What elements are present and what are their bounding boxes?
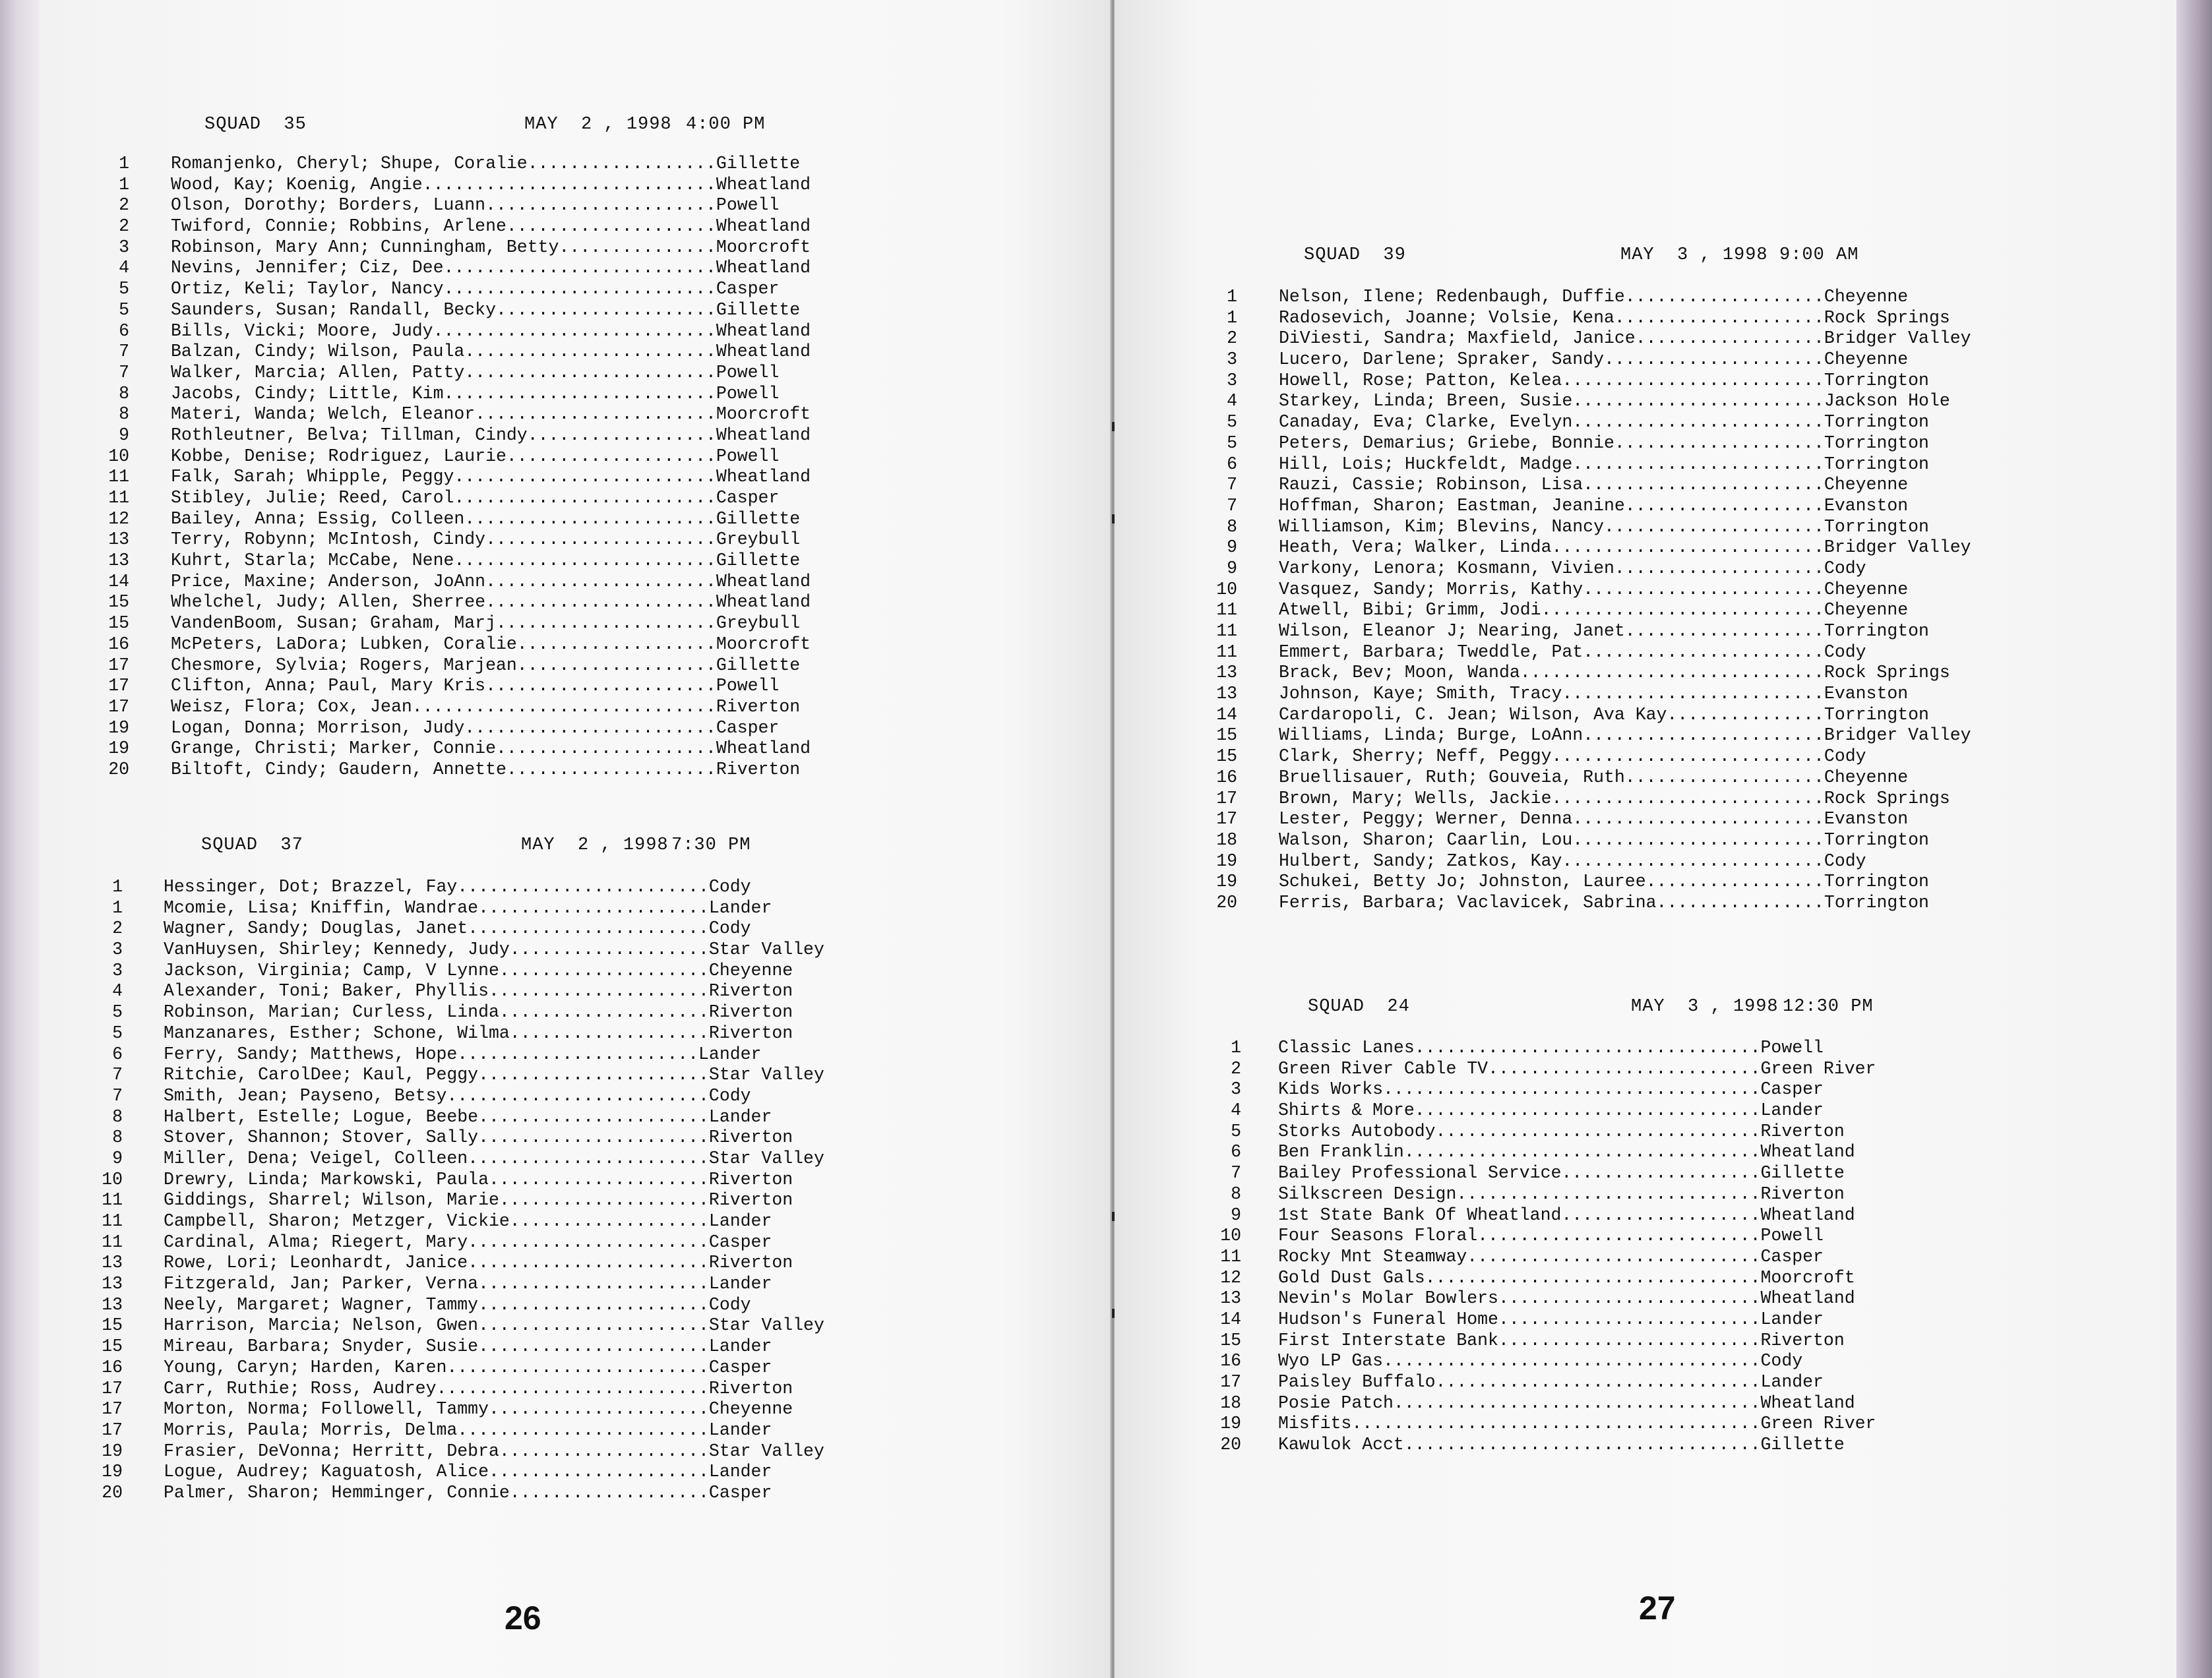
entry-number: 8 xyxy=(112,1106,123,1127)
entry-number: 20 xyxy=(1220,1435,1241,1455)
entry-number: 15 xyxy=(1216,725,1237,746)
entry-text: First Interstate Bank.........................Riverton xyxy=(1278,1330,1845,1350)
entry-text: Howell, Rose; Patton, Kelea.........................Torrington xyxy=(1279,370,1929,390)
entry-text: Robinson, Mary Ann; Cunningham, Betty...............Moorcroft xyxy=(171,237,811,257)
entry-number: 3 xyxy=(112,960,123,980)
entry-number: 17 xyxy=(108,696,129,717)
entry-number: 13 xyxy=(1220,1288,1241,1309)
entry-text: Wyo LP Gas....................................Cody xyxy=(1278,1351,1803,1371)
entry-number: 11 xyxy=(102,1190,123,1211)
entry-text: Campbell, Sharon; Metzger, Vickie...................Lander xyxy=(164,1211,772,1231)
entry-text: Shirts & More.................................Lander xyxy=(1278,1100,1824,1121)
entry-number: 5 xyxy=(1227,412,1237,433)
entry-text: Logan, Donna; Morrison, Judy........................Casper xyxy=(171,717,780,738)
entry-text: VandenBoom, Susan; Graham, Marj.....................Greybull xyxy=(171,613,801,634)
entry-number: 13 xyxy=(1216,663,1237,683)
entry-number: 10 xyxy=(102,1169,123,1189)
entry-text: Wagner, Sandy; Douglas, Janet.......................Cody xyxy=(164,918,751,939)
entry-text: Walson, Sharon; Caarlin, Lou........................Torrington xyxy=(1279,829,1929,850)
squad-time: 7:30 PM xyxy=(671,835,751,855)
entry-number: 1 xyxy=(1227,287,1237,307)
entry-text: Morris, Paula; Morris, Delma........................Lander xyxy=(164,1420,772,1440)
entry-text: Harrison, Marcia; Nelson, Gwen......................Star Valley xyxy=(164,1315,824,1336)
entry-text: Hill, Lois; Huckfeldt, Madge........................Torrington xyxy=(1279,454,1929,474)
entry-text: 1st State Bank Of Wheatland...................Wheatland xyxy=(1278,1205,1855,1225)
squad-date: MAY 2 , 1998 xyxy=(524,115,672,135)
entry-text: Rauzi, Cassie; Robinson, Lisa.......................Cheyenne xyxy=(1279,475,1909,495)
entry-number: 8 xyxy=(112,1127,123,1148)
entry-text: Weisz, Flora; Cox, Jean.............................Riverton xyxy=(171,696,801,717)
entry-number: 15 xyxy=(108,592,129,613)
entry-text: Lucero, Darlene; Spraker, Sandy.....................Cheyenne xyxy=(1279,349,1909,370)
page-number: 26 xyxy=(505,1600,541,1636)
entry-number: 9 xyxy=(112,1148,123,1168)
entry-number: 6 xyxy=(119,320,129,341)
entry-number: 16 xyxy=(1220,1351,1241,1371)
entry-text: Logue, Audrey; Kaguatosh, Alice.....................Lander xyxy=(164,1462,772,1482)
entry-text: Kobbe, Denise; Rodriguez, Laurie....................Powell xyxy=(171,446,780,466)
entry-number: 1 xyxy=(119,154,129,173)
entry-text: Robinson, Marian; Curless, Linda....................Riverton xyxy=(164,1002,793,1023)
entry-text: Palmer, Sharon; Hemminger, Connie...................Casper xyxy=(164,1482,772,1503)
entry-number: 5 xyxy=(112,1002,123,1023)
entry-number: 9 xyxy=(119,425,129,445)
entry-number: 18 xyxy=(1216,829,1237,850)
entry-number: 19 xyxy=(102,1462,123,1482)
entry-number: 19 xyxy=(108,717,129,738)
entry-text: Misfits.......................................Green River xyxy=(1278,1414,1876,1434)
entry-number: 13 xyxy=(102,1274,123,1294)
entry-text: Young, Caryn; Harden, Karen.........................Casper xyxy=(164,1357,772,1377)
entry-number: 7 xyxy=(1227,475,1237,495)
entry-number: 13 xyxy=(1216,684,1237,704)
entry-text: Manzanares, Esther; Schone, Wilma...................Riverton xyxy=(164,1023,793,1043)
entry-number: 11 xyxy=(1216,600,1237,620)
entry-number: 1 xyxy=(119,174,129,195)
entry-number: 5 xyxy=(112,1023,123,1043)
entry-number: 19 xyxy=(102,1441,123,1461)
entry-number: 18 xyxy=(1220,1393,1241,1413)
entry-text: Cardaropoli, C. Jean; Wilson, Ava Kay...............Torrington xyxy=(1279,704,1929,725)
entry-number: 1 xyxy=(1227,307,1237,328)
entry-number: 7 xyxy=(119,342,129,362)
entry-text: Williams, Linda; Burge, LoAnn.......................Bridger Valley xyxy=(1279,725,1971,746)
entry-number: 7 xyxy=(112,1085,123,1106)
entry-text: Chesmore, Sylvia; Rogers, Marjean...................Gillette xyxy=(171,655,801,675)
entry-text: Schukei, Betty Jo; Johnston, Lauree.................Torrington xyxy=(1279,872,1929,892)
entry-text: Biltoft, Cindy; Gaudern, Annette....................Riverton xyxy=(171,759,801,779)
entry-number: 2 xyxy=(119,216,129,237)
entry-text: Rocky Mnt Steamway............................Casper xyxy=(1278,1246,1824,1267)
entry-number: 17 xyxy=(1220,1372,1241,1392)
entry-text: Nevin's Molar Bowlers.........................Wheatland xyxy=(1278,1288,1855,1309)
entry-number: 9 xyxy=(1231,1205,1241,1225)
entry-text: Saunders, Susan; Randall, Becky.....................Gillette xyxy=(171,299,801,320)
entry-number: 16 xyxy=(1216,767,1237,787)
entry-text: Walker, Marcia; Allen, Patty........................Powell xyxy=(171,362,780,382)
entry-number: 19 xyxy=(1220,1414,1241,1434)
entry-number: 19 xyxy=(1216,851,1237,871)
entry-number: 17 xyxy=(102,1420,123,1440)
entry-number: 15 xyxy=(102,1315,123,1336)
entry-number: 12 xyxy=(108,508,129,529)
entry-text: Jackson, Virginia; Camp, V Lynne....................Cheyenne xyxy=(164,960,793,980)
entry-text: Giddings, Sharrel; Wilson, Marie....................Riverton xyxy=(164,1190,793,1211)
entry-text: Wilson, Eleanor J; Nearing, Janet...................Torrington xyxy=(1279,621,1929,641)
entry-number: 11 xyxy=(108,488,129,508)
entry-number: 8 xyxy=(119,383,129,404)
squad-title: SQUAD 35 xyxy=(204,115,307,135)
entry-text: Radosevich, Joanne; Volsie, Kena....................Rock Springs xyxy=(1279,307,1950,328)
entry-text: Jacobs, Cindy; Little, Kim..........................Powell xyxy=(171,383,780,404)
entry-text: Terry, Robynn; McIntosh, Cindy......................Greybull xyxy=(171,529,801,550)
entry-text: Mcomie, Lisa; Kniffin, Wandrae......................Lander xyxy=(164,897,772,918)
entry-number: 11 xyxy=(102,1232,123,1252)
entry-number: 9 xyxy=(1227,558,1237,578)
entry-number: 11 xyxy=(1216,621,1237,641)
entry-text: Mireau, Barbara; Snyder, Susie......................Lander xyxy=(164,1336,772,1357)
entry-text: Miller, Dena; Veigel, Colleen.......................Star Valley xyxy=(164,1148,824,1168)
entry-number: 17 xyxy=(108,676,129,696)
entry-text: Falk, Sarah; Whipple, Peggy.........................Wheatland xyxy=(171,467,811,487)
entry-number: 3 xyxy=(1231,1079,1241,1100)
entry-number: 17 xyxy=(102,1399,123,1420)
entry-text: Kawulok Acct..................................Gillette xyxy=(1278,1435,1845,1455)
entry-text: Fitzgerald, Jan; Parker, Verna......................Lander xyxy=(164,1274,772,1294)
entry-text: Brack, Bev; Moon, Wanda.............................Rock Springs xyxy=(1279,663,1950,683)
entry-text: Neely, Margaret; Wagner, Tammy......................Cody xyxy=(164,1294,751,1315)
squad-time: 4:00 PM xyxy=(686,115,766,135)
entry-number: 2 xyxy=(112,918,123,939)
entry-text: Materi, Wanda; Welch, Eleanor.......................Moorcroft xyxy=(171,404,811,425)
entry-text: Green River Cable TV..........................Green River xyxy=(1278,1058,1876,1079)
entry-text: Price, Maxine; Anderson, JoAnn......................Wheatland xyxy=(171,571,811,591)
left-page xyxy=(40,0,1111,1678)
entry-number: 10 xyxy=(1220,1226,1241,1246)
entry-text: Clifton, Anna; Paul, Mary Kris......................Powell xyxy=(171,676,780,696)
squad-title: SQUAD 24 xyxy=(1308,997,1410,1017)
squad-time: 9:00 AM xyxy=(1779,245,1859,265)
entry-text: Frasier, DeVonna; Herritt, Debra....................Star Valley xyxy=(164,1441,824,1461)
entry-text: Bailey Professional Service...................Gillette xyxy=(1278,1163,1845,1184)
entry-number: 15 xyxy=(108,613,129,634)
entry-text: Brown, Mary; Wells, Jackie..........................Rock Springs xyxy=(1279,788,1950,808)
entry-text: Halbert, Estelle; Logue, Beebe......................Lander xyxy=(164,1106,772,1127)
entry-number: 6 xyxy=(1231,1142,1241,1162)
entry-number: 15 xyxy=(1220,1330,1241,1350)
entry-number: 20 xyxy=(108,759,129,779)
entry-number: 7 xyxy=(1231,1163,1241,1184)
entry-text: Nevins, Jennifer; Ciz, Dee..........................Wheatland xyxy=(171,258,811,278)
entry-number: 10 xyxy=(108,446,129,466)
entry-number: 9 xyxy=(1227,537,1237,558)
entry-number: 16 xyxy=(102,1357,123,1377)
entry-number: 1 xyxy=(112,897,123,918)
entry-number: 4 xyxy=(1231,1100,1241,1121)
entry-text: Twiford, Connie; Robbins, Arlene....................Wheatland xyxy=(171,216,811,237)
entry-number: 16 xyxy=(108,634,129,654)
entry-text: Heath, Vera; Walker, Linda..........................Bridger Valley xyxy=(1279,537,1971,558)
entry-text: Atwell, Bibi; Grimm, Jodi...........................Cheyenne xyxy=(1279,600,1909,620)
entry-text: Drewry, Linda; Markowski, Paula.....................Riverton xyxy=(164,1169,793,1189)
entry-number: 2 xyxy=(119,195,129,216)
entry-number: 3 xyxy=(119,237,129,257)
entry-text: Nelson, Ilene; Redenbaugh, Duffie...................Cheyenne xyxy=(1279,287,1909,307)
squad-date: MAY 2 , 1998 xyxy=(521,835,669,855)
entry-number: 11 xyxy=(108,467,129,487)
entry-text: Ferry, Sandy; Matthews, Hope.......................Lander xyxy=(164,1044,762,1064)
entry-number: 3 xyxy=(1227,370,1237,390)
entry-text: Grange, Christi; Marker, Connie.....................Wheatland xyxy=(171,738,811,759)
entry-number: 11 xyxy=(1220,1246,1241,1267)
squad-time: 12:30 PM xyxy=(1783,997,1874,1017)
entry-number: 6 xyxy=(112,1044,123,1064)
entry-text: Canaday, Eva; Clarke, Evelyn........................Torrington xyxy=(1279,412,1929,433)
entry-number: 11 xyxy=(1216,642,1237,662)
entry-text: Vasquez, Sandy; Morris, Kathy.......................Cheyenne xyxy=(1279,579,1909,599)
entry-number: 14 xyxy=(1220,1309,1241,1329)
entry-text: Hoffman, Sharon; Eastman, Jeanine...................Evanston xyxy=(1279,495,1909,516)
entry-number: 15 xyxy=(1216,746,1237,767)
entry-number: 2 xyxy=(1231,1058,1241,1079)
page-number: 27 xyxy=(1639,1590,1676,1627)
entry-text: Carr, Ruthie; Ross, Audrey..........................Riverton xyxy=(164,1378,793,1398)
entry-text: Cardinal, Alma; Riegert, Mary.......................Casper xyxy=(164,1232,772,1252)
entry-text: Starkey, Linda; Breen, Susie........................Jackson Hole xyxy=(1279,391,1950,411)
entry-text: Williamson, Kim; Blevins, Nancy.....................Torrington xyxy=(1279,516,1929,537)
entry-text: Kids Works....................................Casper xyxy=(1278,1079,1824,1100)
entry-text: Ritchie, CarolDee; Kaul, Peggy......................Star Valley xyxy=(164,1065,824,1085)
entry-text: Alexander, Toni; Baker, Phyllis.....................Riverton xyxy=(164,981,793,1002)
entry-text: Paisley Buffalo...............................Lander xyxy=(1278,1372,1824,1392)
page-stack-edge xyxy=(0,0,40,1678)
entry-text: Olson, Dorothy; Borders, Luann......................Powell xyxy=(171,195,780,216)
entry-number: 20 xyxy=(1216,892,1237,913)
squad-date: MAY 3 , 1998 xyxy=(1620,245,1768,265)
page-stack-edge xyxy=(2176,0,2212,1678)
squad-title: SQUAD 37 xyxy=(201,835,303,855)
entry-text: McPeters, LaDora; Lubken, Coralie...................Moorcroft xyxy=(171,634,811,654)
squad-date: MAY 3 , 1998 xyxy=(1631,997,1779,1017)
entry-number: 8 xyxy=(119,404,129,425)
entry-number: 13 xyxy=(108,529,129,550)
entry-text: Hudson's Funeral Home.........................Lander xyxy=(1278,1309,1824,1329)
entry-number: 19 xyxy=(108,738,129,759)
entry-text: Gold Dust Gals................................Moorcroft xyxy=(1278,1267,1855,1288)
entry-text: Ben Franklin..................................Wheatland xyxy=(1278,1142,1855,1162)
entry-number: 7 xyxy=(1227,495,1237,516)
entry-text: Bruellisauer, Ruth; Gouveia, Ruth...................Cheyenne xyxy=(1279,767,1909,787)
entry-text: Hessinger, Dot; Brazzel, Fay........................Cody xyxy=(164,877,751,897)
entry-number: 4 xyxy=(112,981,123,1002)
entry-number: 20 xyxy=(102,1482,123,1503)
entry-text: Smith, Jean; Payseno, Betsy.........................Cody xyxy=(164,1085,751,1106)
entry-text: Ferris, Barbara; Vaclavicek, Sabrina................Torrington xyxy=(1279,892,1929,913)
entry-text: Varkony, Lenora; Kosmann, Vivien....................Cody xyxy=(1279,558,1866,578)
entry-number: 7 xyxy=(112,1065,123,1085)
entry-number: 4 xyxy=(119,258,129,278)
entry-number: 15 xyxy=(102,1336,123,1357)
entry-number: 13 xyxy=(108,551,129,571)
entry-text: DiViesti, Sandra; Maxfield, Janice..................Bridger Valley xyxy=(1279,328,1971,349)
entry-text: Peters, Demarius; Griebe, Bonnie....................Torrington xyxy=(1279,433,1929,453)
entry-text: VanHuysen, Shirley; Kennedy, Judy...................Star Valley xyxy=(164,940,824,960)
entry-text: Stover, Shannon; Stover, Sally......................Riverton xyxy=(164,1127,793,1148)
entry-number: 14 xyxy=(108,571,129,591)
entry-text: Classic Lanes.................................Powell xyxy=(1278,1038,1824,1058)
entry-number: 11 xyxy=(102,1211,123,1231)
entry-number: 3 xyxy=(112,940,123,960)
entry-number: 10 xyxy=(1216,579,1237,599)
entry-text: Lester, Peggy; Werner, Denna........................Evanston xyxy=(1279,809,1909,829)
entry-number: 6 xyxy=(1227,454,1237,474)
entry-text: Bills, Vicki; Moore, Judy...........................Wheatland xyxy=(171,320,811,341)
entry-text: Stibley, Julie; Reed, Carol.........................Casper xyxy=(171,488,780,508)
squad-title: SQUAD 39 xyxy=(1304,245,1406,265)
entry-text: Whelchel, Judy; Allen, Sherree......................Wheatland xyxy=(171,592,811,613)
entry-text: Rowe, Lori; Leonhardt, Janice.......................Riverton xyxy=(164,1253,793,1273)
entry-number: 17 xyxy=(1216,788,1237,808)
entry-text: Johnson, Kaye; Smith, Tracy.........................Evanston xyxy=(1279,684,1909,704)
entry-number: 17 xyxy=(1216,809,1237,829)
entry-number: 14 xyxy=(1216,704,1237,725)
entry-number: 19 xyxy=(1216,872,1237,892)
entry-number: 5 xyxy=(119,299,129,320)
entry-number: 8 xyxy=(1227,516,1237,537)
entry-number: 4 xyxy=(1227,391,1237,411)
entry-number: 5 xyxy=(119,279,129,299)
entry-number: 13 xyxy=(102,1253,123,1273)
entry-number: 1 xyxy=(1231,1038,1241,1058)
entry-text: Romanjenko, Cheryl; Shupe, Coralie..................Gillette xyxy=(171,154,801,173)
entry-number: 1 xyxy=(112,877,123,897)
entry-text: Clark, Sherry; Neff, Peggy..........................Cody xyxy=(1279,746,1866,767)
entry-text: Posie Patch...................................Wheatland xyxy=(1278,1393,1855,1413)
entry-text: Balzan, Cindy; Wilson, Paula........................Wheatland xyxy=(171,342,811,362)
entry-number: 5 xyxy=(1227,433,1237,453)
entry-text: Storks Autobody...............................Riverton xyxy=(1278,1121,1845,1141)
entry-text: Silkscreen Design.............................Riverton xyxy=(1278,1184,1845,1204)
entry-number: 3 xyxy=(1227,349,1237,370)
entry-text: Ortiz, Keli; Taylor, Nancy..........................Casper xyxy=(171,279,780,299)
entry-number: 13 xyxy=(102,1294,123,1315)
entry-number: 12 xyxy=(1220,1267,1241,1288)
right-page xyxy=(1115,0,2176,1678)
entry-text: Kuhrt, Starla; McCabe, Nene.........................Gillette xyxy=(171,551,801,571)
entry-number: 17 xyxy=(108,655,129,675)
entry-number: 2 xyxy=(1227,328,1237,349)
entry-number: 17 xyxy=(102,1378,123,1398)
entry-text: Wood, Kay; Koenig, Angie............................Wheatland xyxy=(171,174,811,195)
entry-number: 5 xyxy=(1231,1121,1241,1141)
entry-text: Morton, Norma; Followell, Tammy.....................Cheyenne xyxy=(164,1399,793,1420)
entry-text: Bailey, Anna; Essig, Colleen........................Gillette xyxy=(171,508,801,529)
entry-number: 8 xyxy=(1231,1184,1241,1204)
entry-text: Emmert, Barbara; Tweddle, Pat.......................Cody xyxy=(1279,642,1866,662)
entry-text: Rothleutner, Belva; Tillman, Cindy..................Wheatland xyxy=(171,425,811,445)
entry-number: 7 xyxy=(119,362,129,382)
entry-text: Four Seasons Floral...........................Powell xyxy=(1278,1226,1824,1246)
entry-text: Hulbert, Sandy; Zatkos, Kay.........................Cody xyxy=(1279,851,1866,871)
